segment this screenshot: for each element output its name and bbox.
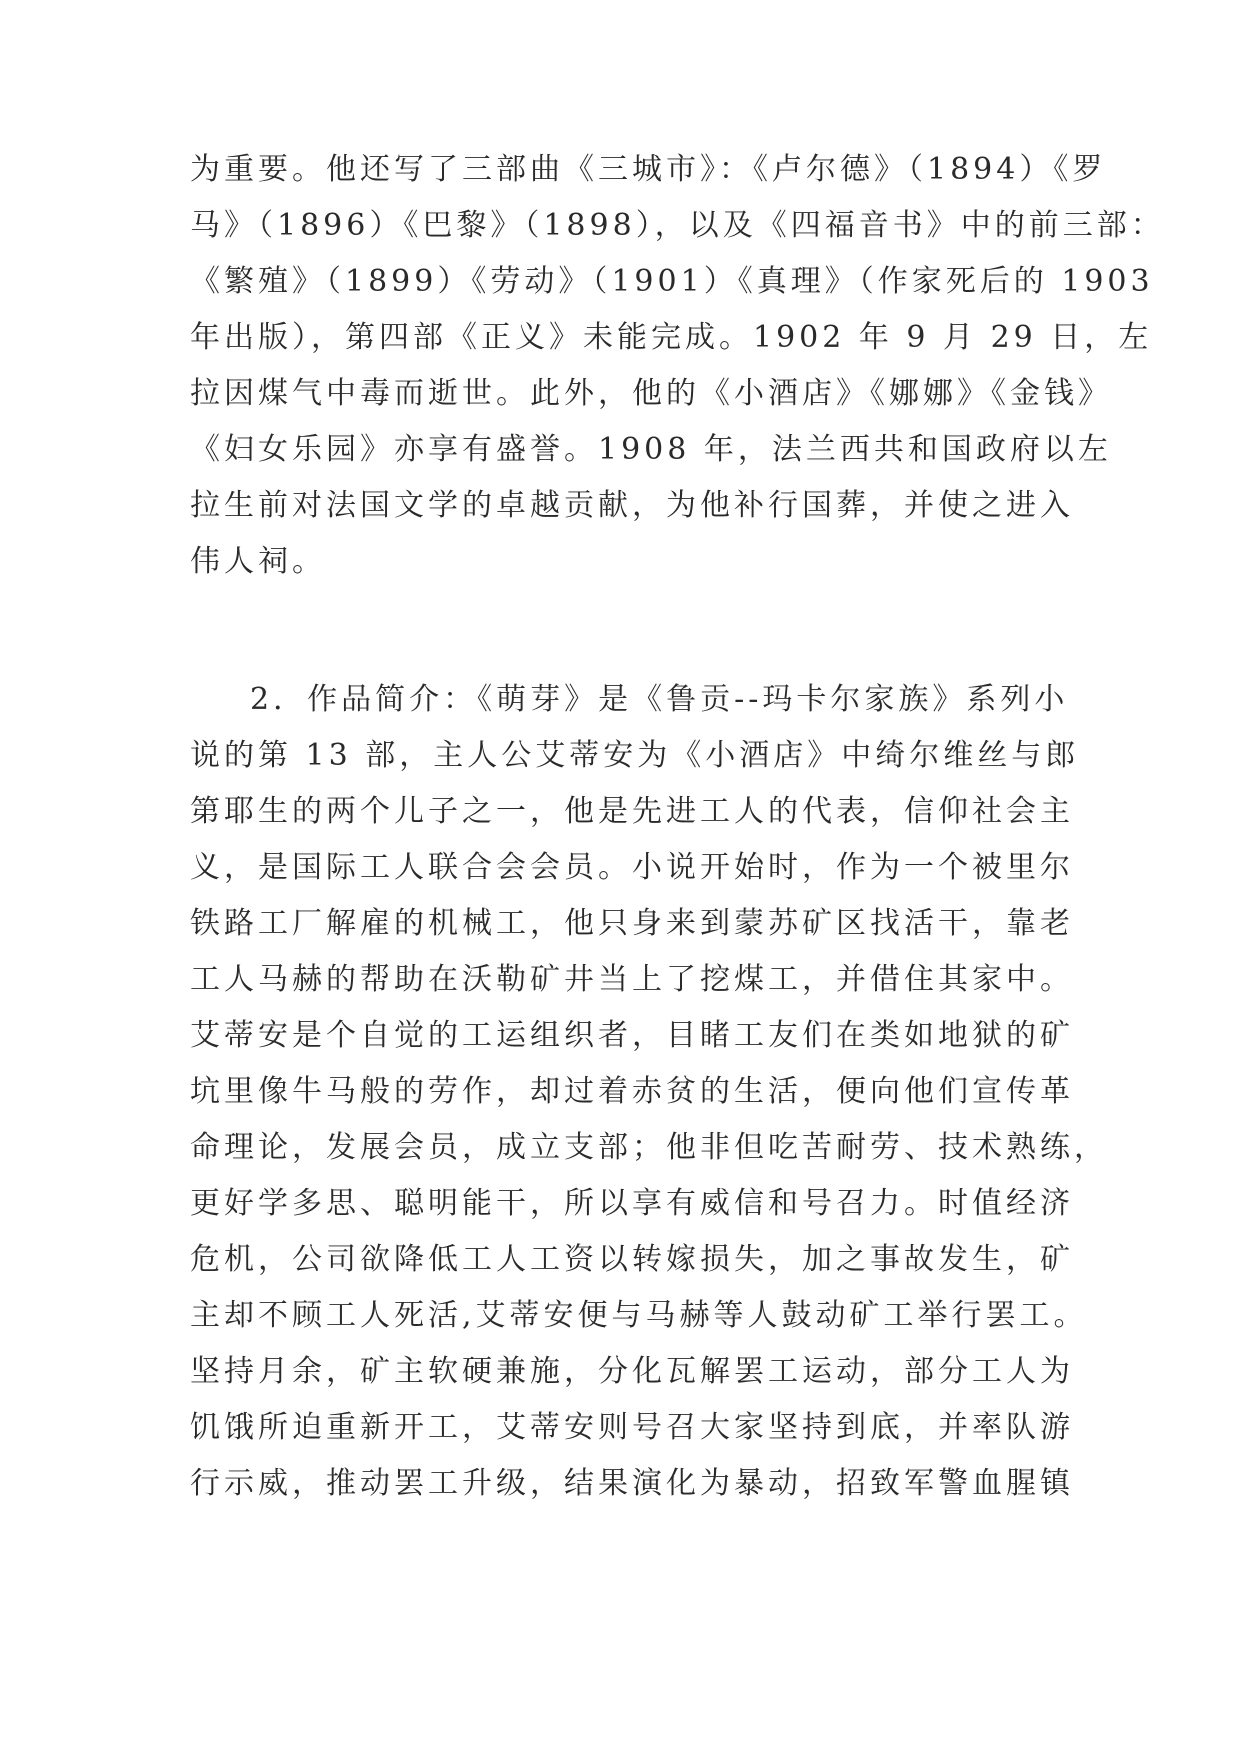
text-line: 为重要。他还写了三部曲《三城市》：《卢尔德》（1894）《罗 (190, 152, 1107, 187)
text-line: 伟人祠。 (190, 544, 326, 579)
text-line: 说的第 13 部，主人公艾蒂安为《小酒店》中绮尔维丝与郎 (190, 738, 1080, 773)
text-line: 饥饿所迫重新开工，艾蒂安则号召大家坚持到底，并率队游 (190, 1410, 1074, 1445)
text-line: 义，是国际工人联合会会员。小说开始时，作为一个被里尔 (190, 850, 1074, 885)
text-line: 坑里像牛马般的劳作，却过着赤贫的生活，便向他们宣传革 (190, 1074, 1074, 1109)
text-line: 艾蒂安是个自觉的工运组织者，目睹工友们在类如地狱的矿 (190, 1018, 1074, 1053)
text-line: 主却不顾工人死活,艾蒂安便与马赫等人鼓动矿工举行罢工。 (190, 1298, 1088, 1333)
text-line: 第耶生的两个儿子之一，他是先进工人的代表，信仰社会主 (190, 794, 1074, 829)
text-line: 2．作品简介：《萌芽》是《鲁贡--玛卡尔家族》系列小 (250, 682, 1069, 717)
text-line: 《繁殖》（1899）《劳动》（1901）《真理》（作家死后的 1903 (190, 264, 1154, 299)
text-line: 命理论，发展会员，成立支部；他非但吃苦耐劳、技术熟练， (190, 1130, 1108, 1165)
text-line: 坚持月余，矿主软硬兼施，分化瓦解罢工运动，部分工人为 (190, 1354, 1074, 1389)
text-line: 年出版），第四部《正义》未能完成。1902 年 9 月 29 日，左 (190, 320, 1153, 355)
text-line: 拉因煤气中毒而逝世。此外，他的《小酒店》《娜娜》《金钱》 (190, 376, 1112, 411)
text-line: 危机，公司欲降低工人工资以转嫁损失，加之事故发生，矿 (190, 1242, 1074, 1277)
text-line: 行示威，推动罢工升级，结果演化为暴动，招致军警血腥镇 (190, 1466, 1074, 1501)
text-line: 工人马赫的帮助在沃勒矿井当上了挖煤工，并借住其家中。 (190, 962, 1074, 997)
text-line: 铁路工厂解雇的机械工，他只身来到蒙苏矿区找活干，靠老 (190, 906, 1074, 941)
text-line: 拉生前对法国文学的卓越贡献，为他补行国葬，并使之进入 (190, 488, 1074, 523)
text-line: 《妇女乐园》亦享有盛誉。1908 年，法兰西共和国政府以左 (190, 432, 1112, 467)
text-line: 马》（1896）《巴黎》（1898），以及《四福音书》中的前三部： (190, 208, 1165, 243)
text-line: 更好学多思、聪明能干，所以享有威信和号召力。时值经济 (190, 1186, 1074, 1221)
